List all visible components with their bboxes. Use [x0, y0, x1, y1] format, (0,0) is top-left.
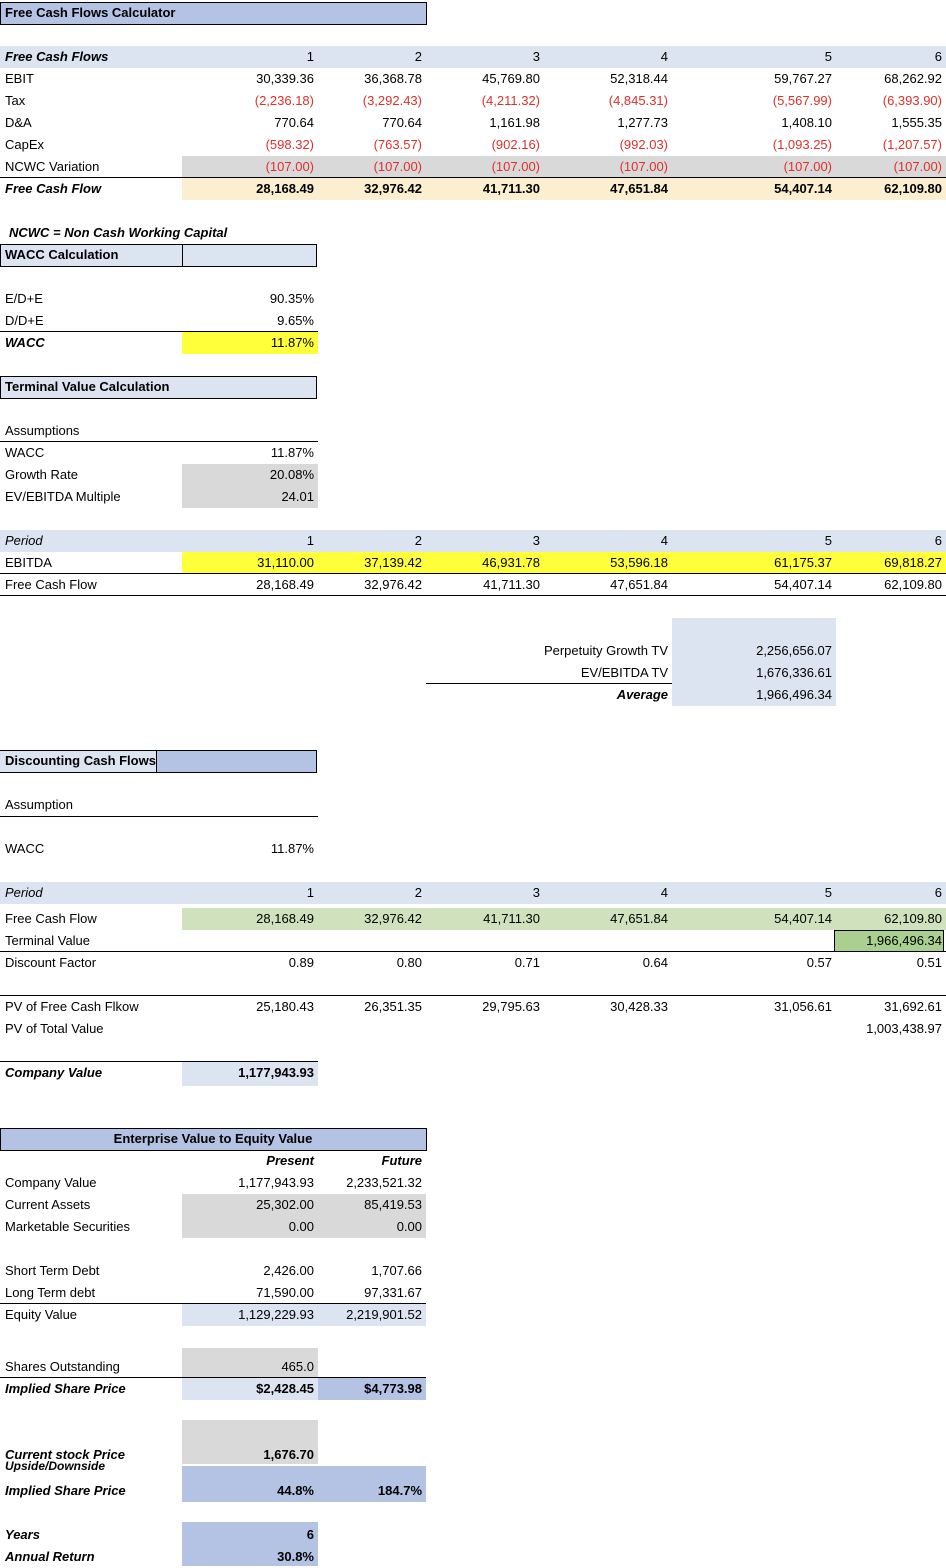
wacc-border — [0, 331, 318, 332]
tv-period[interactable]: 6 — [934, 533, 942, 548]
ev-row-label[interactable]: Current Assets — [5, 1197, 91, 1212]
fcf-value[interactable]: (1,093.25) — [772, 137, 832, 152]
fcf-value[interactable]: (4,845.31) — [608, 93, 668, 108]
tv-period[interactable]: 2 — [414, 533, 422, 548]
dcf-df-value[interactable]: 0.64 — [642, 955, 668, 970]
wacc-label[interactable]: E/D+E — [5, 291, 43, 306]
current-price-value[interactable]: 1,676.70 — [263, 1447, 314, 1462]
fcf-row-label[interactable]: Tax — [5, 93, 26, 108]
dcf-pv-value[interactable]: 25,180.43 — [256, 999, 314, 1014]
dcf-pv-value[interactable]: 31,692.61 — [884, 999, 942, 1014]
company-value-label[interactable]: Company Value — [5, 1065, 103, 1080]
dcf-wacc-label[interactable]: WACC — [5, 841, 45, 856]
upside-present[interactable]: 44.8% — [277, 1483, 314, 1498]
wacc-value[interactable]: 90.35% — [269, 291, 314, 306]
ebitda-value[interactable]: 53,596.18 — [610, 555, 668, 570]
tv-fcf-value[interactable]: 32,976.42 — [364, 577, 422, 592]
ev-present[interactable]: 1,129,229.93 — [238, 1307, 314, 1322]
ebitda-label[interactable]: EBITDA — [5, 555, 52, 570]
fcf-value[interactable]: 68,262.92 — [884, 71, 942, 86]
fcf-row-label[interactable]: CapEx — [5, 137, 45, 152]
fcf-value[interactable]: (6,393.90) — [882, 93, 942, 108]
tv-assumptions-label[interactable]: Assumptions — [5, 423, 80, 438]
fcf-value[interactable]: 28,168.49 — [256, 181, 314, 196]
shares-value[interactable]: 465.0 — [281, 1359, 314, 1374]
fcf-header-label[interactable]: Free Cash Flows — [5, 49, 109, 64]
fcf-period-6[interactable]: 6 — [934, 49, 942, 64]
ev-future[interactable]: 85,419.53 — [364, 1197, 422, 1212]
dcf-period[interactable]: 4 — [660, 885, 668, 900]
dcf-period[interactable]: 1 — [306, 885, 314, 900]
dcf-period-label[interactable]: Period — [5, 885, 43, 900]
wacc-title-divider — [182, 244, 183, 266]
ebitda-value[interactable]: 69,818.27 — [884, 555, 942, 570]
fcf-value[interactable]: 1,161.98 — [489, 115, 540, 130]
tv-summary-label[interactable]: EV/EBITDA TV — [580, 665, 668, 680]
fcf-value[interactable]: 32,976.42 — [364, 181, 422, 196]
fcf-value[interactable]: 59,767.27 — [774, 71, 832, 86]
dcf-df-value[interactable]: 0.89 — [288, 955, 314, 970]
tv-summary-label[interactable]: Average — [616, 687, 668, 702]
ev-future[interactable]: 2,233,521.32 — [346, 1175, 422, 1190]
dcf-fcf-value[interactable]: 62,109.80 — [884, 911, 942, 926]
dcf-period[interactable]: 5 — [824, 885, 832, 900]
ev-title[interactable]: Enterprise Value to Equity Value — [113, 1131, 313, 1146]
fcf-total-border — [0, 177, 946, 178]
ev-col-future[interactable]: Future — [381, 1153, 422, 1168]
tv-assumption-value[interactable]: 24.01 — [281, 489, 314, 504]
tv-fcf-value[interactable]: 62,109.80 — [884, 577, 942, 592]
tv-title[interactable]: Terminal Value Calculation — [5, 379, 170, 394]
tv-period[interactable]: 4 — [660, 533, 668, 548]
implied-label[interactable]: Implied Share Price — [5, 1381, 126, 1396]
dcf-fcf-value[interactable]: 41,711.30 — [483, 911, 540, 926]
tv-assumption-value[interactable]: 11.87% — [270, 445, 314, 460]
ev-row-label[interactable]: Equity Value — [5, 1307, 78, 1322]
fcf-value[interactable]: 770.64 — [382, 115, 422, 130]
fcf-value[interactable]: 47,651.84 — [610, 181, 668, 196]
tv-period[interactable]: 5 — [824, 533, 832, 548]
shares-label[interactable]: Shares Outstanding — [5, 1359, 120, 1374]
dcf-pv-value[interactable]: 31,056.61 — [774, 999, 832, 1014]
dcf-pv-value[interactable]: 30,428.33 — [610, 999, 668, 1014]
dcf-fcf-value[interactable]: 47,651.84 — [610, 911, 668, 926]
dcf-period[interactable]: 3 — [532, 885, 540, 900]
fcf-row-label[interactable]: EBIT — [5, 71, 34, 86]
upside-row-label[interactable]: Implied Share Price — [5, 1483, 126, 1498]
fcf-value[interactable]: 770.64 — [274, 115, 314, 130]
implied-future[interactable]: $4,773.98 — [364, 1381, 422, 1396]
dcf-period[interactable]: 6 — [934, 885, 942, 900]
ev-row-label[interactable]: Short Term Debt — [5, 1263, 100, 1278]
dcf-pv-total-label[interactable]: PV of Total Value — [5, 1021, 104, 1036]
fcf-value[interactable]: (598.32) — [265, 137, 314, 152]
dcf-df-value[interactable]: 0.80 — [396, 955, 422, 970]
fcf-value[interactable]: (5,567.99) — [772, 93, 832, 108]
dcf-tv-value[interactable]: 1,966,496.34 — [866, 933, 942, 948]
dcf-assumption-label[interactable]: Assumption — [5, 797, 73, 812]
fcf-value[interactable]: 36,368.78 — [364, 71, 422, 86]
fcf-value[interactable]: (107.00) — [893, 159, 942, 174]
fcf-value[interactable]: (107.00) — [265, 159, 314, 174]
fcf-period-3[interactable]: 3 — [532, 49, 540, 64]
ev-row-label[interactable]: Marketable Securities — [5, 1219, 130, 1234]
tv-assumption-value[interactable]: 20.08% — [269, 467, 314, 482]
years-value[interactable]: 6 — [306, 1527, 314, 1542]
dcf-wacc-value[interactable]: 11.87% — [270, 841, 314, 856]
fcf-value[interactable]: 30,339.36 — [256, 71, 314, 86]
fcf-value[interactable]: (902.16) — [491, 137, 540, 152]
ev-row-label[interactable]: Company Value — [5, 1175, 97, 1190]
tv-fcf-value[interactable]: 41,711.30 — [483, 577, 540, 592]
ev-future[interactable]: 97,331.67 — [364, 1285, 422, 1300]
wacc-value[interactable]: 9.65% — [277, 313, 314, 328]
fcf-value[interactable]: 1,555.35 — [891, 115, 942, 130]
ev-row-label[interactable]: Long Term debt — [5, 1285, 96, 1300]
tv-period[interactable]: 1 — [306, 533, 314, 548]
ebitda-value[interactable]: 37,139.42 — [364, 555, 422, 570]
dcf-period[interactable]: 2 — [414, 885, 422, 900]
ev-present[interactable]: 25,302.00 — [256, 1197, 314, 1212]
fcf-row-label[interactable]: NCWC Variation — [5, 159, 100, 174]
dcf-df-value[interactable]: 0.51 — [916, 955, 942, 970]
annual-return-label[interactable]: Annual Return — [5, 1549, 95, 1564]
fcf-value[interactable]: 54,407.14 — [774, 181, 832, 196]
ebitda-value[interactable]: 46,931.78 — [482, 555, 540, 570]
fcf-value[interactable]: (992.03) — [619, 137, 668, 152]
tv-summary-value[interactable]: 1,676,336.61 — [756, 665, 832, 680]
fcf-title[interactable]: Free Cash Flows Calculator — [5, 5, 176, 20]
dcf-fcf-value[interactable]: 54,407.14 — [774, 911, 832, 926]
wacc-label[interactable]: D/D+E — [5, 313, 44, 328]
tv-period[interactable]: 3 — [532, 533, 540, 548]
tv-summary-border — [426, 683, 672, 684]
ebitda-value[interactable]: 61,175.37 — [774, 555, 832, 570]
fcf-period-4[interactable]: 4 — [660, 49, 668, 64]
company-value[interactable]: 1,177,943.93 — [238, 1065, 314, 1080]
fcf-value[interactable]: (107.00) — [373, 159, 422, 174]
dcf-fcf-label[interactable]: Free Cash Flow — [5, 911, 97, 926]
tv-fcf-value[interactable]: 28,168.49 — [256, 577, 314, 592]
wacc-value[interactable]: 11.87% — [270, 335, 314, 350]
fcf-value[interactable]: 41,711.30 — [482, 181, 540, 196]
tv-fcf-label[interactable]: Free Cash Flow — [5, 577, 97, 592]
fcf-value[interactable]: 52,318.44 — [610, 71, 668, 86]
fcf-period-1[interactable]: 1 — [306, 49, 314, 64]
tv-assumption-label[interactable]: EV/EBITDA Multiple — [5, 489, 121, 504]
annual-return-value[interactable]: 30.8% — [277, 1549, 314, 1564]
ev-col-present[interactable]: Present — [266, 1153, 314, 1168]
fcf-value[interactable]: 1,277.73 — [617, 115, 668, 130]
dcf-tv-label[interactable]: Terminal Value — [5, 933, 91, 948]
dcf-fcf-value[interactable]: 28,168.49 — [256, 911, 314, 926]
fcf-row-label[interactable]: D&A — [5, 115, 32, 130]
dcf-pv-value[interactable]: 29,795.63 — [482, 999, 540, 1014]
fcf-value[interactable]: (4,211.32) — [481, 93, 540, 108]
ev-present[interactable]: 71,590.00 — [256, 1285, 314, 1300]
fcf-row-label[interactable]: Free Cash Flow — [5, 181, 102, 196]
implied-present[interactable]: $2,428.45 — [256, 1381, 314, 1396]
fcf-value[interactable]: (3,292.43) — [362, 93, 422, 108]
fcf-value[interactable]: (2,236.18) — [254, 93, 314, 108]
fcf-value[interactable]: (1,207.57) — [882, 137, 942, 152]
fcf-value[interactable]: 62,109.80 — [884, 181, 942, 196]
fcf-value[interactable]: (107.00) — [491, 159, 540, 174]
years-label[interactable]: Years — [5, 1527, 40, 1542]
fcf-value[interactable]: (107.00) — [619, 159, 668, 174]
tv-fcf-value[interactable]: 54,407.14 — [774, 577, 832, 592]
tv-assumption-label[interactable]: Growth Rate — [5, 467, 78, 482]
tv-summary-value[interactable]: 1,966,496.34 — [756, 687, 832, 702]
dcf-title[interactable]: Discounting Cash Flows — [5, 753, 156, 768]
fcf-value[interactable]: (107.00) — [783, 159, 832, 174]
dcf-df-value[interactable]: 0.71 — [514, 955, 540, 970]
upside-future[interactable]: 184.7% — [377, 1483, 422, 1498]
dcf-pv-total-value[interactable]: 1,003,438.97 — [866, 1021, 942, 1036]
equity-value-border — [0, 1303, 426, 1304]
wacc-title[interactable]: WACC Calculation — [5, 247, 119, 262]
ev-present[interactable]: 1,177,943.93 — [238, 1175, 314, 1190]
current-price-label[interactable]: Current stock Price — [5, 1447, 125, 1462]
dcf-pv-value[interactable]: 26,351.35 — [364, 999, 422, 1014]
dcf-pv-label[interactable]: PV of Free Cash Flkow — [5, 999, 139, 1014]
fcf-period-2[interactable]: 2 — [414, 49, 422, 64]
fcf-value[interactable]: 45,769.80 — [482, 71, 540, 86]
ev-present[interactable]: 2,426.00 — [263, 1263, 314, 1278]
ncwc-note[interactable]: NCWC = Non Cash Working Capital — [9, 225, 228, 240]
tv-fcf-value[interactable]: 47,651.84 — [610, 577, 668, 592]
ev-future[interactable]: 0.00 — [396, 1219, 422, 1234]
fcf-period-5[interactable]: 5 — [824, 49, 832, 64]
fcf-value[interactable]: (763.57) — [373, 137, 422, 152]
ev-future[interactable]: 1,707.66 — [371, 1263, 422, 1278]
dcf-df-value[interactable]: 0.57 — [806, 955, 832, 970]
ev-future[interactable]: 2,219,901.52 — [346, 1307, 422, 1322]
dcf-df-label[interactable]: Discount Factor — [5, 955, 97, 970]
ev-present[interactable]: 0.00 — [288, 1219, 314, 1234]
tv-summary-label[interactable]: Perpetuity Growth TV — [543, 643, 668, 658]
tv-fcf-border — [0, 595, 946, 596]
tv-period-label[interactable]: Period — [5, 533, 43, 548]
dcf-fcf-value[interactable]: 32,976.42 — [364, 911, 422, 926]
wacc-label[interactable]: WACC — [5, 335, 45, 350]
tv-assumption-label[interactable]: WACC — [5, 445, 45, 460]
upside-label[interactable]: Upside/Downside — [5, 1460, 106, 1472]
ebitda-value[interactable]: 31,110.00 — [257, 555, 314, 570]
tv-summary-value[interactable]: 2,256,656.07 — [756, 643, 832, 658]
dcf-assumption-border — [0, 816, 318, 817]
fcf-value[interactable]: 1,408.10 — [781, 115, 832, 130]
